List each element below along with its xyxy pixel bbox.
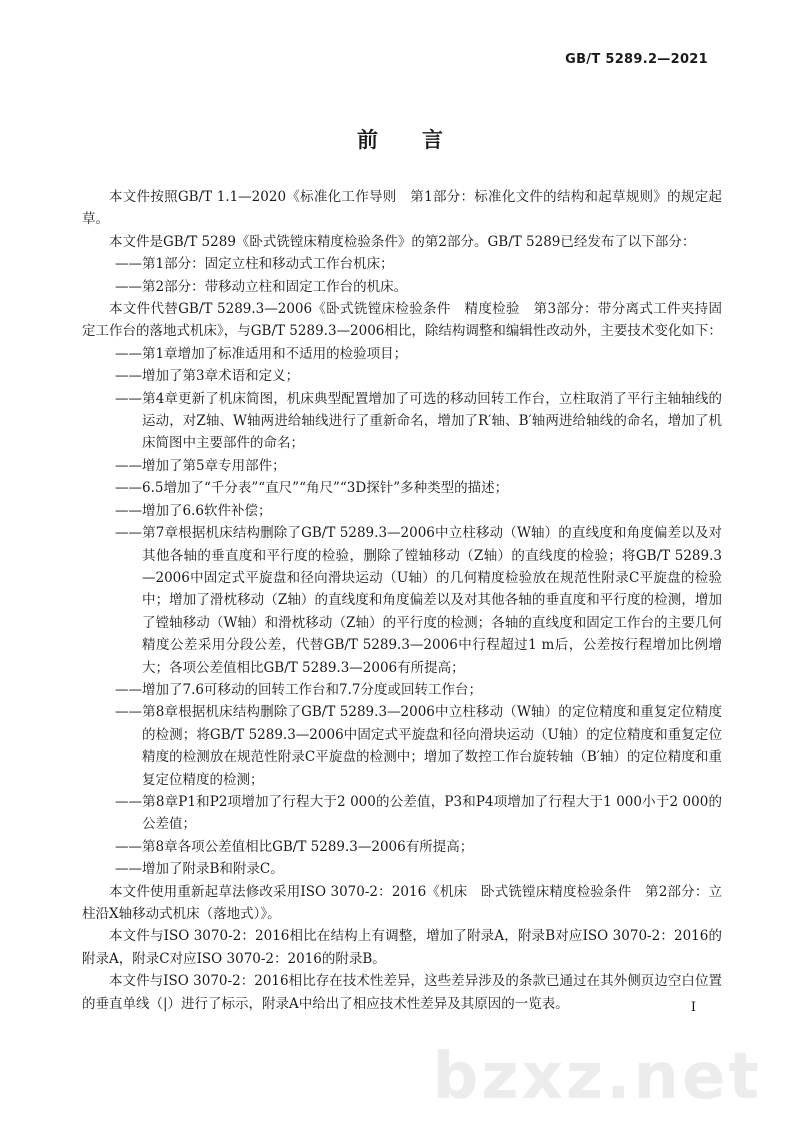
list-item: ——增加了附录B和附录C。 [115, 861, 284, 878]
paragraph: 本文件按照GB/T 1.1—2020《标准化工作导则 第1部分：标准化文件的结构和起草规则》的规定起草。 [82, 189, 722, 228]
list-item: ——6.5增加了“千分表”“直尺”“角尺”“3D探针”多种类型的描述； [115, 480, 509, 497]
list-item: ——第8章P1和P2项增加了行程大于2 000的公差值，P3和P4项增加了行程大于1 000小于2 000的公差值； [115, 793, 722, 833]
document-body [82, 186, 722, 1015]
page-number: I [690, 1000, 696, 1015]
list-item: ——增加了第5章专用部件； [115, 457, 286, 474]
list-item: ——第8章各项公差值相比GB/T 5289.3—2006有所提高； [115, 838, 474, 855]
watermark: bzxz.net [432, 1040, 762, 1114]
paragraph: 本文件使用重新起草法修改采用ISO 3070-2：2016《机床 卧式铣镗床精度检验条件 第2部分：立柱沿X轴移动式机床（落地式）》。 [82, 883, 722, 922]
paragraph: 本文件与ISO 3070-2：2016相比在结构上有调整，增加了附录A，附录B对应ISO 3070-2：2016的附录A，附录C对应ISO 3070-2：2016的附录B。 [82, 928, 722, 967]
list-item: ——第4章更新了机床简图，机床典型配置增加了可选的移动回转工作台，立柱取消了平行主轴轴线的运动，对Z轴、W轴两进给轴线进行了重新命名，增加了R′轴、B′轴两进给轴线的命名，增加了机床简图中主要部件的命名； [115, 390, 722, 452]
list-item: ——第8章根据机床结构删除了GB/T 5289.3—2006中立柱移动（W轴）的定位精度和重复定位精度的检测；将GB/T 5289.3—2006中固定式平旋盘和径向滑块运动（U轴）的定位精度和重复定位精度的检测放在规范性附录C平旋盘的检测中；增加了数控工作台旋转轴（B′轴）的定位精度和重复定位精度的检测； [115, 704, 722, 788]
list-item: ——增加了6.6软件补偿； [115, 502, 272, 519]
standard-code: GB/T 5289.2—2021 [565, 52, 708, 67]
list-item: ——第2部分：带移动立柱和固定工作台的机床。 [115, 278, 408, 295]
page-title: 前言 [357, 128, 487, 152]
list-item: ——第7章根据机床结构删除了GB/T 5289.3—2006中立柱移动（W轴）的直线度和角度偏差以及对其他各轴的垂直度和平行度的检验，删除了镗轴移动（Z轴）的直线度的检验；将GB/T 5289.3—2006中固定式平旋盘和径向滑块运动（U轴）的几何精度检验放在规范性附录C平旋盘的检验中；增加了滑枕移动（Z轴）的直线度和角度偏差以及对其他各轴的垂直度和平行度的检测，增加了镗轴移动（W轴）和滑枕移动（Z轴）的平行度的检测；各轴的直线度和固定工作台的主要几何精度公差采用分段公差，代替GB/T 5289.3—2006中行程超过1 m后，公差按行程增加比例增大；各项公差值相比GB/T 5289.3—2006有所提高； [115, 525, 722, 676]
list-item: ——增加了7.6可移动的回转工作台和7.7分度或回转工作台； [115, 681, 482, 698]
paragraph: 本文件代替GB/T 5289.3—2006《卧式铣镗床检验条件 精度检验 第3部分：带分离式工件夹持固定工作台的落地式机床》，与GB/T 5289.3—2006相比，除结构调整和编辑性改动外，主要技术变化如下： [82, 301, 722, 340]
paragraph: 本文件与ISO 3070-2：2016相比存在技术性差异，这些差异涉及的条款已通过在其外侧页边空白位置的垂直单线（|）进行了标示，附录A中给出了相应技术性差异及其原因的一览表。 [82, 973, 722, 1012]
list-item: ——增加了第3章术语和定义； [115, 368, 300, 385]
list-item: ——第1章增加了标准适用和不适用的检验项目； [115, 345, 408, 362]
paragraph: 本文件是GB/T 5289《卧式铣镗床精度检验条件》的第2部分。GB/T 5289已经发布了以下部分： [109, 233, 696, 250]
list-item: ——第1部分：固定立柱和移动式工作台机床； [115, 256, 394, 273]
